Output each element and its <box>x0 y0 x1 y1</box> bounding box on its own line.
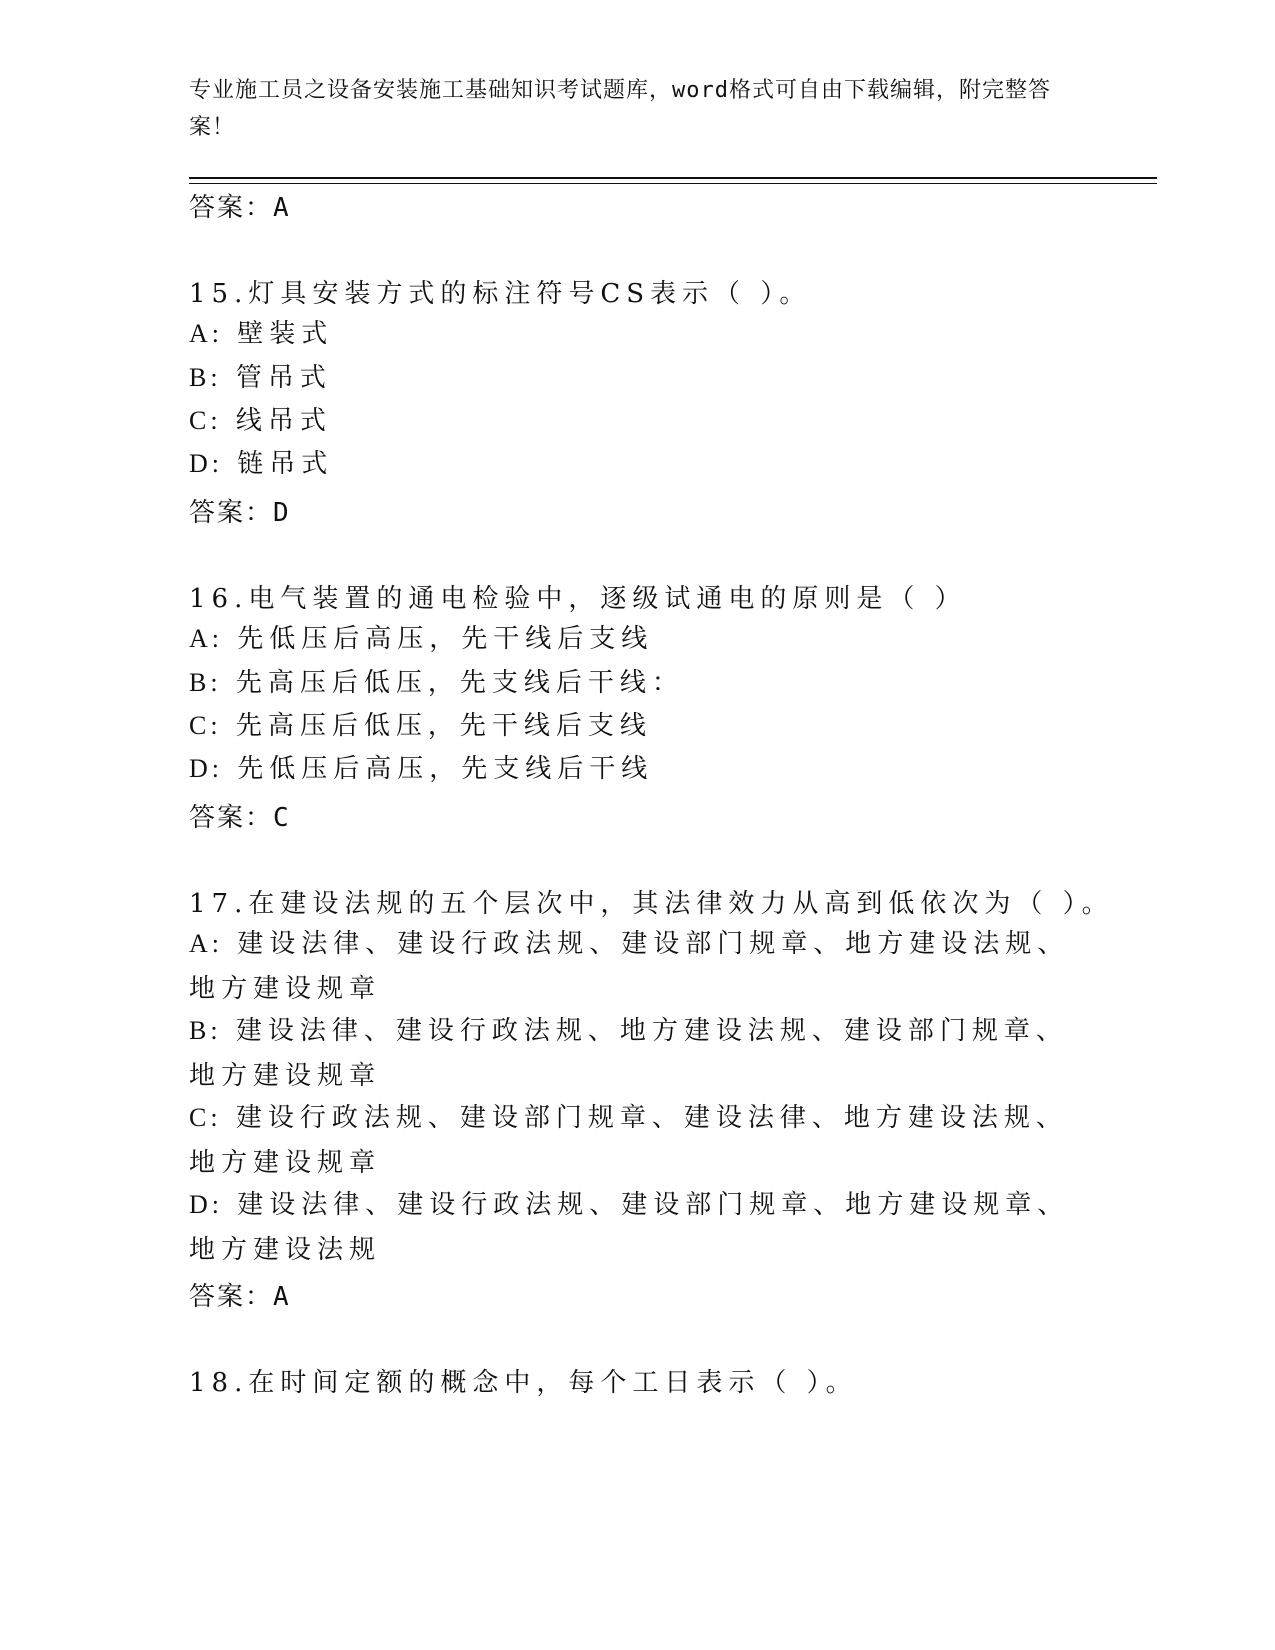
option-line <box>189 441 1079 487</box>
question-stem: 17.在建设法规的五个层次中，其法律效力从高到低依次为（ ）。 <box>189 889 1114 919</box>
header-divider-thin <box>189 183 1157 184</box>
option-letter: A: <box>189 929 223 958</box>
answer-label: 答案： <box>189 193 274 223</box>
option-text: 管吊式 <box>235 363 332 393</box>
answer-value: A <box>273 193 291 223</box>
header-divider <box>189 177 1157 179</box>
question-stem: 16.电气装置的通电检验中，逐级试通电的原则是（ ） <box>189 584 967 614</box>
option-line <box>189 616 1079 662</box>
option-text: 建设法律、建设行政法规、建设部门规章、地方建设法规、地方建设规章 <box>189 929 1070 1004</box>
option-text: 先高压后低压，先干线后支线 <box>235 711 652 741</box>
document-header: 专业施工员之设备安装施工基础知识考试题库，word格式可自由下载编辑，附完整答案！ <box>189 78 1051 140</box>
answer-label: 答案： <box>189 803 274 833</box>
option-letter: A: <box>189 319 223 348</box>
answer-label: 答案： <box>189 1282 274 1312</box>
option-text: 线吊式 <box>235 406 332 436</box>
option-letter: C: <box>189 711 222 740</box>
answer-line <box>189 1276 291 1313</box>
option-text: 链吊式 <box>237 449 334 479</box>
option-letter: B: <box>189 1016 222 1045</box>
option-text: 建设行政法规、建设部门规章、建设法律、地方建设法规、地方建设规章 <box>189 1103 1068 1178</box>
option-letter: D: <box>189 449 223 478</box>
answer-value: C <box>273 803 291 833</box>
option-letter: D: <box>189 754 223 783</box>
option-letter: B: <box>189 363 222 392</box>
answer-line <box>189 797 291 834</box>
answer-value: A <box>273 1282 291 1312</box>
option-text: 先低压后高压，先支线后干线 <box>237 754 654 784</box>
option-line <box>189 921 1079 1012</box>
answer-line <box>189 492 291 529</box>
answer-label: 答案： <box>189 498 274 528</box>
option-line <box>189 1095 1079 1186</box>
option-line <box>189 746 1079 792</box>
question-stem: 15.灯具安装方式的标注符号CS表示（ ）。 <box>189 279 812 309</box>
answer-value: D <box>273 498 291 528</box>
option-letter: A: <box>189 624 223 653</box>
option-line <box>189 1182 1079 1273</box>
option-line <box>189 311 1079 357</box>
option-text: 壁装式 <box>237 319 334 349</box>
option-line <box>189 355 1079 401</box>
option-line <box>189 1008 1079 1099</box>
question-stem: 18.在时间定额的概念中，每个工日表示（ ）。 <box>189 1368 858 1398</box>
answer-line <box>189 187 291 224</box>
option-line <box>189 398 1079 444</box>
option-line <box>189 703 1079 749</box>
option-letter: C: <box>189 406 222 435</box>
option-text: 建设法律、建设行政法规、建设部门规章、地方建设规章、地方建设法规 <box>189 1190 1070 1265</box>
option-text: 先低压后高压，先干线后支线 <box>237 624 654 654</box>
option-letter: D: <box>189 1190 223 1219</box>
option-line <box>189 660 1079 706</box>
option-letter: C: <box>189 1103 222 1132</box>
option-letter: B: <box>189 668 222 697</box>
option-text: 建设法律、建设行政法规、地方建设法规、建设部门规章、地方建设规章 <box>189 1016 1068 1091</box>
option-text: 先高压后低压，先支线后干线： <box>235 668 684 698</box>
